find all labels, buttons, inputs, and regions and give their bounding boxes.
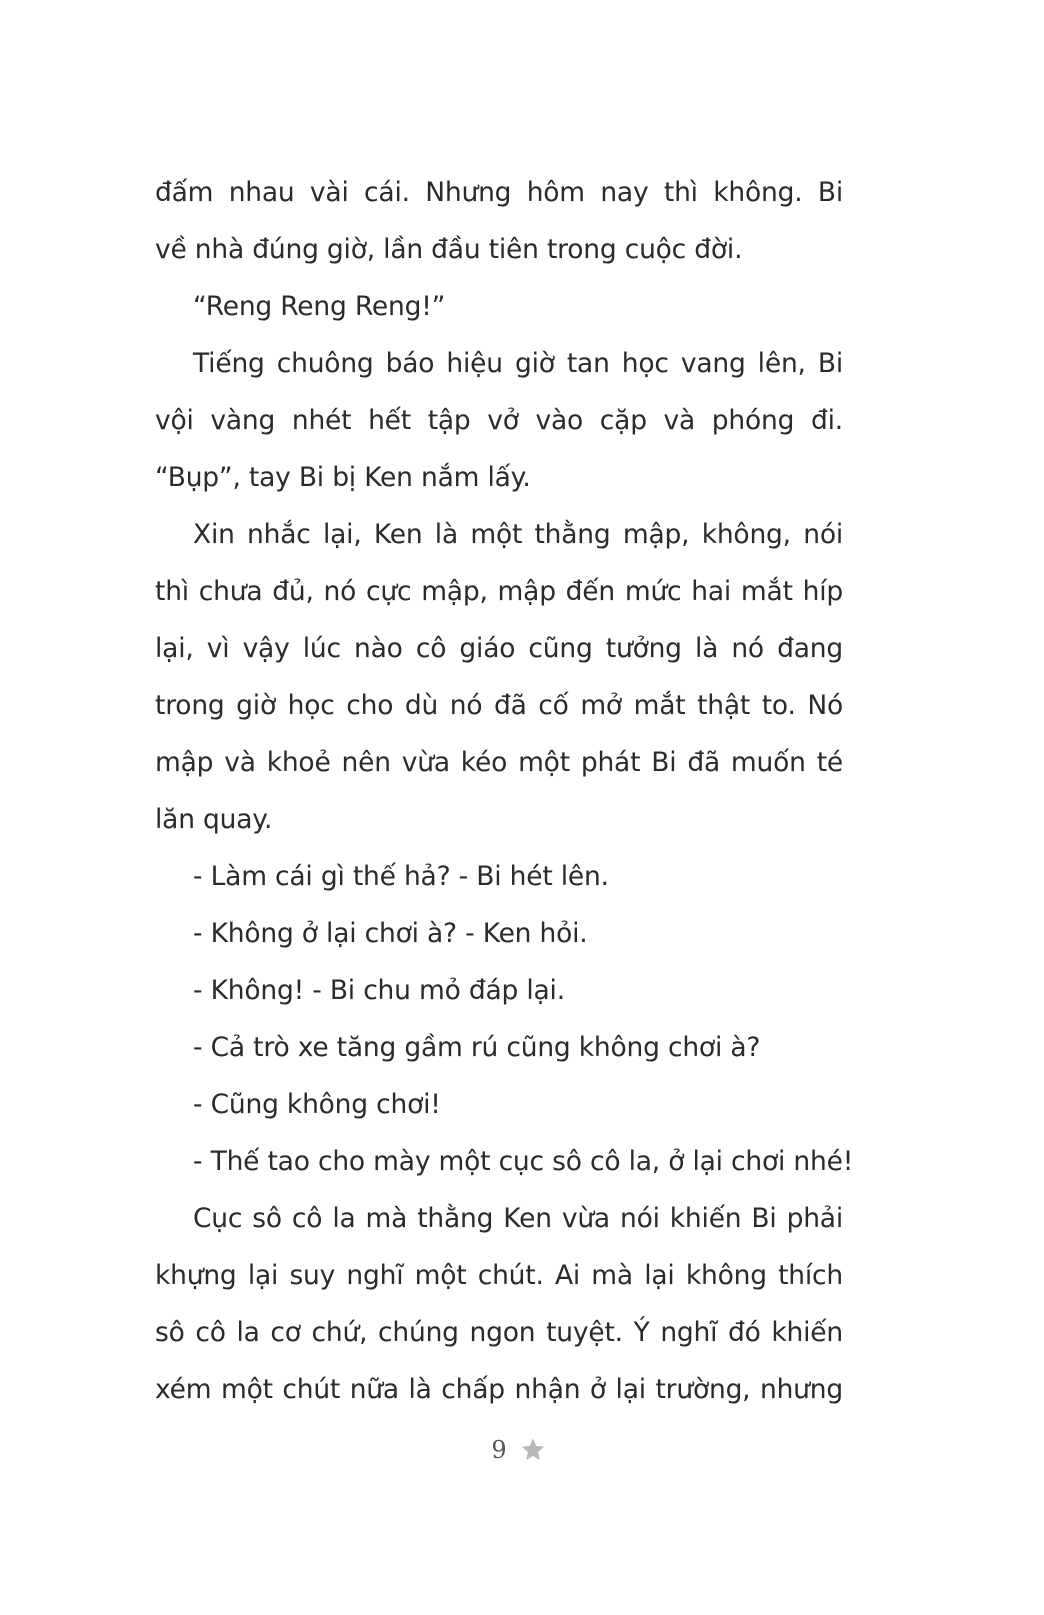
text-line: “Reng Reng Reng!” <box>193 291 446 322</box>
text-line: lại, vì vậy lúc nào cô giáo cũng tưởng là nó đang <box>155 633 843 664</box>
text-line: - Cả trò xe tăng gầm rú cũng không chơi à? <box>193 1032 761 1063</box>
text-line: - Không! - Bi chu mỏ đáp lại. <box>193 975 565 1006</box>
text-line: “Bụp”, tay Bi bị Ken nắm lấy. <box>155 462 531 493</box>
text-line: mập và khoẻ nên vừa kéo một phát Bi đã muốn té <box>155 747 843 778</box>
text-line: vội vàng nhét hết tập vở vào cặp và phóng đi. <box>155 405 843 436</box>
text-line: - Làm cái gì thế hả? - Bi hét lên. <box>193 861 609 892</box>
page-number: 9 <box>491 1436 507 1464</box>
text-line: sô cô la cơ chứ, chúng ngon tuyệt. Ý nghĩ đó khiến <box>155 1317 843 1348</box>
text-line: Tiếng chuông báo hiệu giờ tan học vang lên, Bi <box>193 348 843 379</box>
text-line: - Cũng không chơi! <box>193 1089 441 1120</box>
text-line: về nhà đúng giờ, lần đầu tiên trong cuộc đời. <box>155 234 743 265</box>
body-text <box>155 164 854 1418</box>
text-line: - Không ở lại chơi à? - Ken hỏi. <box>193 918 588 949</box>
page-footer <box>0 1430 1044 1470</box>
text-line: thì chưa đủ, nó cực mập, mập đến mức hai mắt híp <box>155 576 843 607</box>
text-line: đấm nhau vài cái. Nhưng hôm nay thì không. Bi <box>155 177 843 208</box>
text-line: lăn quay. <box>155 804 273 835</box>
text-line: Xin nhắc lại, Ken là một thằng mập, không, nói <box>193 519 843 550</box>
text-line: xém một chút nữa là chấp nhận ở lại trường, nhưng <box>155 1374 843 1405</box>
text-line: - Thế tao cho mày một cục sô cô la, ở lại chơi nhé! <box>193 1146 854 1177</box>
text-line: Cục sô cô la mà thằng Ken vừa nói khiến Bi phải <box>193 1203 843 1234</box>
text-line: trong giờ học cho dù nó đã cố mở mắt thật to. Nó <box>155 690 843 721</box>
text-line: khựng lại suy nghĩ một chút. Ai mà lại không thích <box>155 1260 843 1291</box>
star-icon <box>521 1438 545 1462</box>
